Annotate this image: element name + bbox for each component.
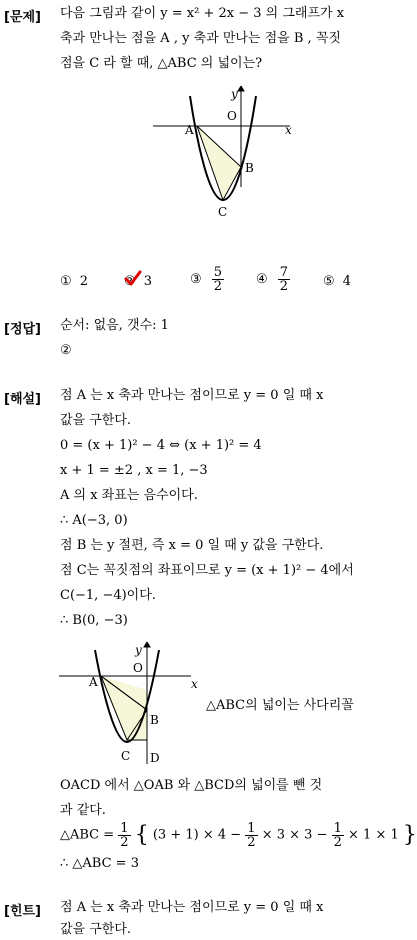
half-denominator: 2 xyxy=(333,835,342,850)
solution-line-8: 점 C는 꼭짓점의 좌표이므로 y = (x + 1)² − 4에서 xyxy=(60,563,354,578)
choice-3[interactable] xyxy=(190,266,224,293)
formula-half-2 xyxy=(245,822,257,849)
answer-meta: 순서: 없음, 갯수: 1 xyxy=(60,318,169,333)
solution-conclusion: ∴ △ABC = 3 xyxy=(60,856,139,871)
y-axis-arrow xyxy=(144,642,150,647)
choice-4-mark: ④ xyxy=(256,272,268,287)
problem-parabola-figure xyxy=(145,82,305,222)
choice-4[interactable] xyxy=(256,266,290,293)
problem-line-1: 다음 그림과 같이 y = x² + 2x − 3 의 그래프가 x xyxy=(60,6,345,21)
half-numerator: 1 xyxy=(247,821,256,836)
solution-line-6: ∴ A(−3, 0) xyxy=(60,513,128,528)
y-axis-label: y xyxy=(231,87,238,101)
solution-line-2: 값을 구한다. xyxy=(60,413,132,428)
problem-tag: [문제] xyxy=(4,10,41,25)
formula-part-2: × 3 × 3 − xyxy=(261,827,328,843)
choice-2-mark: ② xyxy=(124,274,136,289)
point-b-label: B xyxy=(245,161,254,175)
solution-after-line-1: OACD 에서 △OAB 와 △BCD의 넓이를 뺀 것 xyxy=(60,778,323,793)
choice-5-value: 4 xyxy=(342,274,352,289)
x-axis-label: x xyxy=(285,123,292,137)
problem-line-2: 축과 만나는 점을 A , y 축과 만나는 점을 B , 꼭짓 xyxy=(60,31,341,46)
solution-line-9: C(−1, −4)이다. xyxy=(60,588,156,603)
formula-brace-close: } xyxy=(402,822,417,848)
y-axis-label: y xyxy=(135,643,142,657)
area-formula xyxy=(60,822,417,849)
solution-parabola-figure xyxy=(55,638,205,768)
origin-label: O xyxy=(133,661,143,675)
formula-lhs: △ABC = xyxy=(60,827,115,843)
solution-figure-caption: △ABC의 넓이는 사다리꼴 xyxy=(206,698,354,713)
solution-after-line-2: 과 같다. xyxy=(60,803,106,818)
choice-5[interactable] xyxy=(323,274,351,289)
answer-value: ② xyxy=(60,343,72,358)
choice-3-mark: ③ xyxy=(190,272,202,287)
choice-3-fraction xyxy=(212,266,224,293)
y-axis-arrow xyxy=(238,86,244,91)
choice-3-denominator: 2 xyxy=(213,279,223,294)
formula-half-1 xyxy=(118,822,130,849)
choice-1-mark: ① xyxy=(60,274,72,289)
x-axis-label: x xyxy=(191,677,198,691)
choice-3-numerator: 5 xyxy=(213,265,223,280)
solution-line-7: 점 B 는 y 절편, 즉 x = 0 일 때 y 값을 구한다. xyxy=(60,538,324,553)
point-a-label: A xyxy=(89,675,98,689)
half-denominator: 2 xyxy=(247,835,256,850)
point-a-label: A xyxy=(185,123,194,137)
choice-5-mark: ⑤ xyxy=(323,274,335,289)
hint-line-1: 점 A 는 x 축과 만나는 점이므로 y = 0 일 때 x xyxy=(60,900,324,915)
hint-tag: [힌트] xyxy=(4,904,41,919)
formula-brace-open: { xyxy=(134,822,149,848)
choice-4-numerator: 7 xyxy=(279,265,289,280)
solution-line-4: x + 1 = ±2 , x = 1, −3 xyxy=(60,463,208,478)
half-denominator: 2 xyxy=(120,835,129,850)
half-numerator: 1 xyxy=(333,821,342,836)
choice-2-value: 3 xyxy=(143,274,153,289)
point-d-label: D xyxy=(150,751,160,765)
half-numerator: 1 xyxy=(120,821,129,836)
choice-1[interactable] xyxy=(60,274,88,289)
choice-1-value: 2 xyxy=(79,274,89,289)
solution-tag: [해설] xyxy=(4,392,41,407)
answer-tag: [정답] xyxy=(4,322,41,337)
choice-4-denominator: 2 xyxy=(279,279,289,294)
solution-line-5: A 의 x 좌표는 음수이다. xyxy=(60,488,198,503)
problem-line-3: 점을 C 라 할 때, △ABC 의 넓이는? xyxy=(60,56,263,71)
point-c-label: C xyxy=(218,205,228,219)
formula-half-3 xyxy=(332,822,344,849)
point-b-label: B xyxy=(150,713,159,727)
solution-line-1: 점 A 는 x 축과 만나는 점이므로 y = 0 일 때 x xyxy=(60,388,324,403)
choice-4-fraction xyxy=(278,266,290,293)
solution-line-3: 0 = (x + 1)² − 4 ⇔ (x + 1)² = 4 xyxy=(60,438,262,453)
formula-part-3: × 1 × 1 xyxy=(348,827,399,843)
hint-line-2: 값을 구한다. xyxy=(60,922,132,937)
check-mark-icon xyxy=(124,270,142,288)
choice-2[interactable] xyxy=(124,274,152,289)
origin-label: O xyxy=(227,109,237,123)
point-c-label: C xyxy=(121,749,131,763)
solution-line-10: ∴ B(0, −3) xyxy=(60,613,128,628)
formula-part-1: (3 + 1) × 4 − xyxy=(152,827,242,843)
